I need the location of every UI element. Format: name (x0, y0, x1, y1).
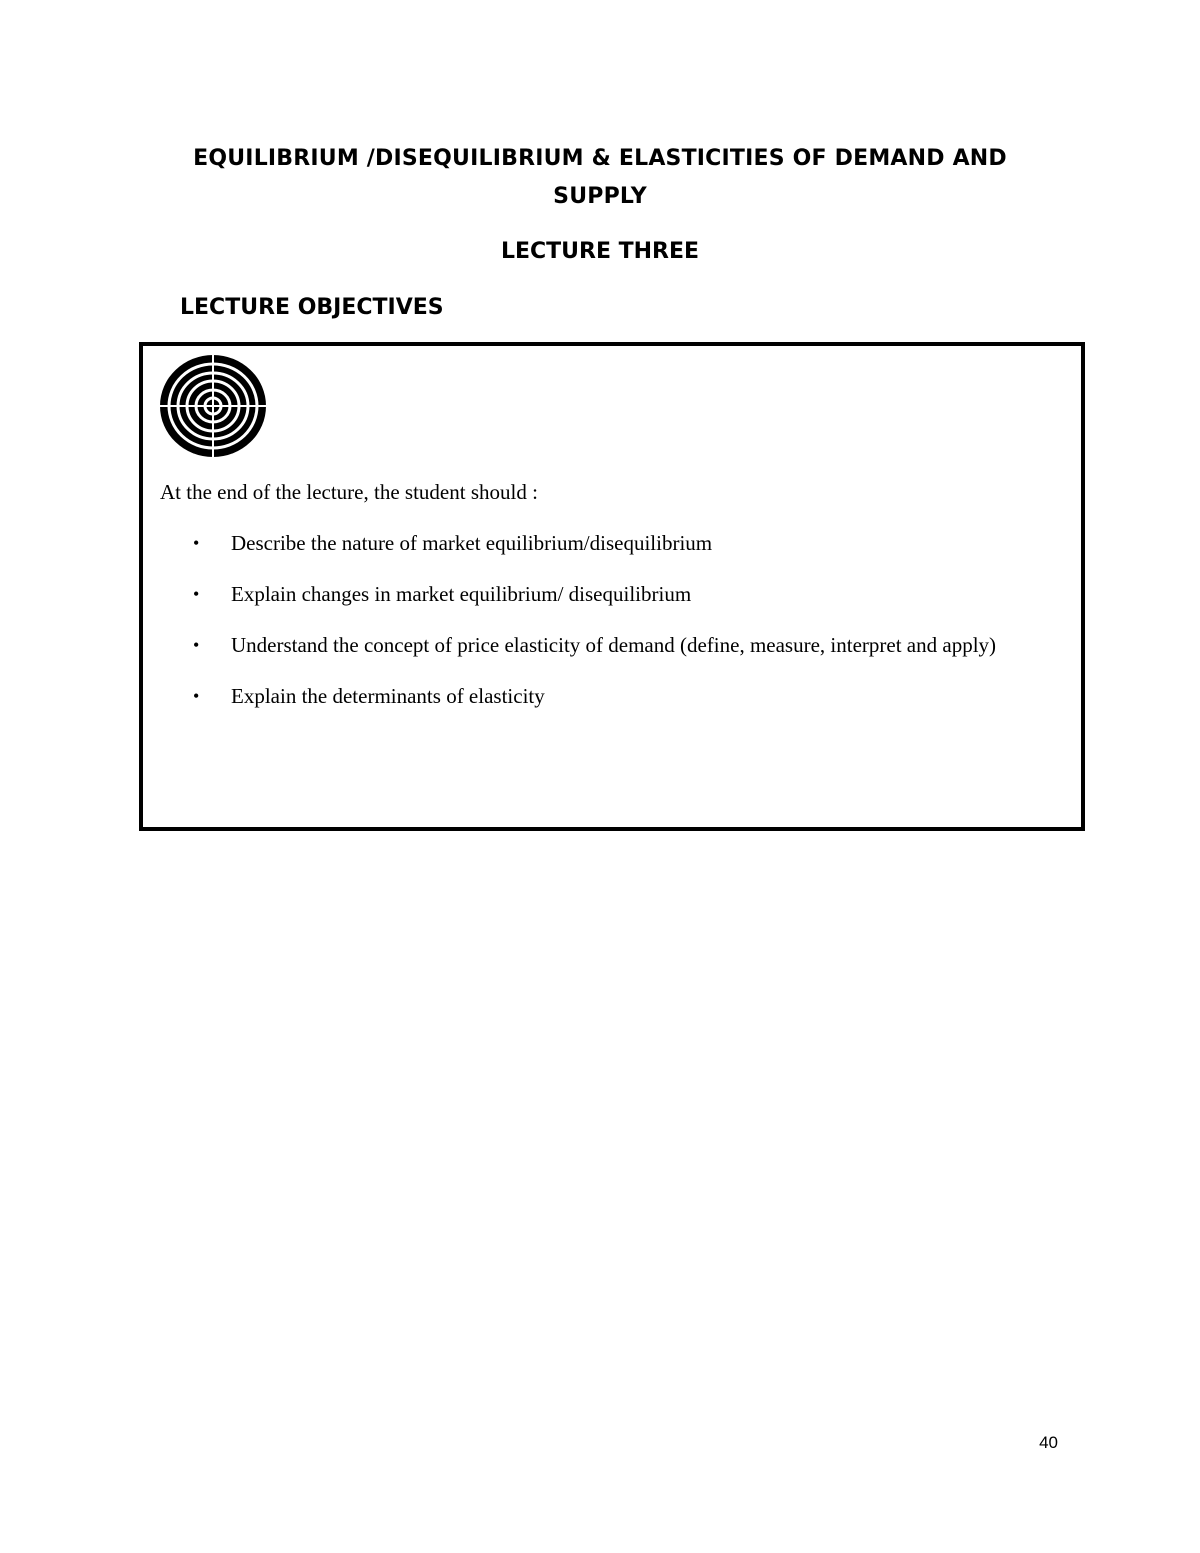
list-item (191, 630, 1051, 661)
list-item-text: Explain changes in market equilibrium/ disequilibrium (231, 582, 692, 606)
lecture-number: LECTURE THREE (500, 239, 700, 264)
objectives-intro: At the end of the lecture, the student should : (160, 480, 538, 504)
page-number: 40 (1039, 1433, 1058, 1452)
list-item-text: Explain the determinants of elasticity (231, 684, 545, 708)
bullet-icon: • (193, 686, 200, 706)
list-item-text: Understand the concept of price elasticity of demand (define, measure, interpret and apply) (231, 633, 997, 657)
list-item (191, 528, 1051, 559)
objectives-box (139, 342, 1085, 831)
list-item-text: Describe the nature of market equilibrium/disequilibrium (231, 531, 713, 555)
document-title: EQUILIBRIUM /DISEQUILIBRIUM & ELASTICITIES OF DEMAND AND SUPPLY (193, 146, 1007, 209)
bullet-icon: • (193, 584, 200, 604)
bullet-icon: • (193, 533, 200, 553)
list-item (191, 681, 1051, 712)
list-item (191, 579, 1051, 610)
target-icon (159, 354, 267, 458)
bullet-icon: • (193, 635, 200, 655)
objectives-heading: LECTURE OBJECTIVES (180, 295, 444, 320)
objectives-list (191, 528, 1051, 732)
